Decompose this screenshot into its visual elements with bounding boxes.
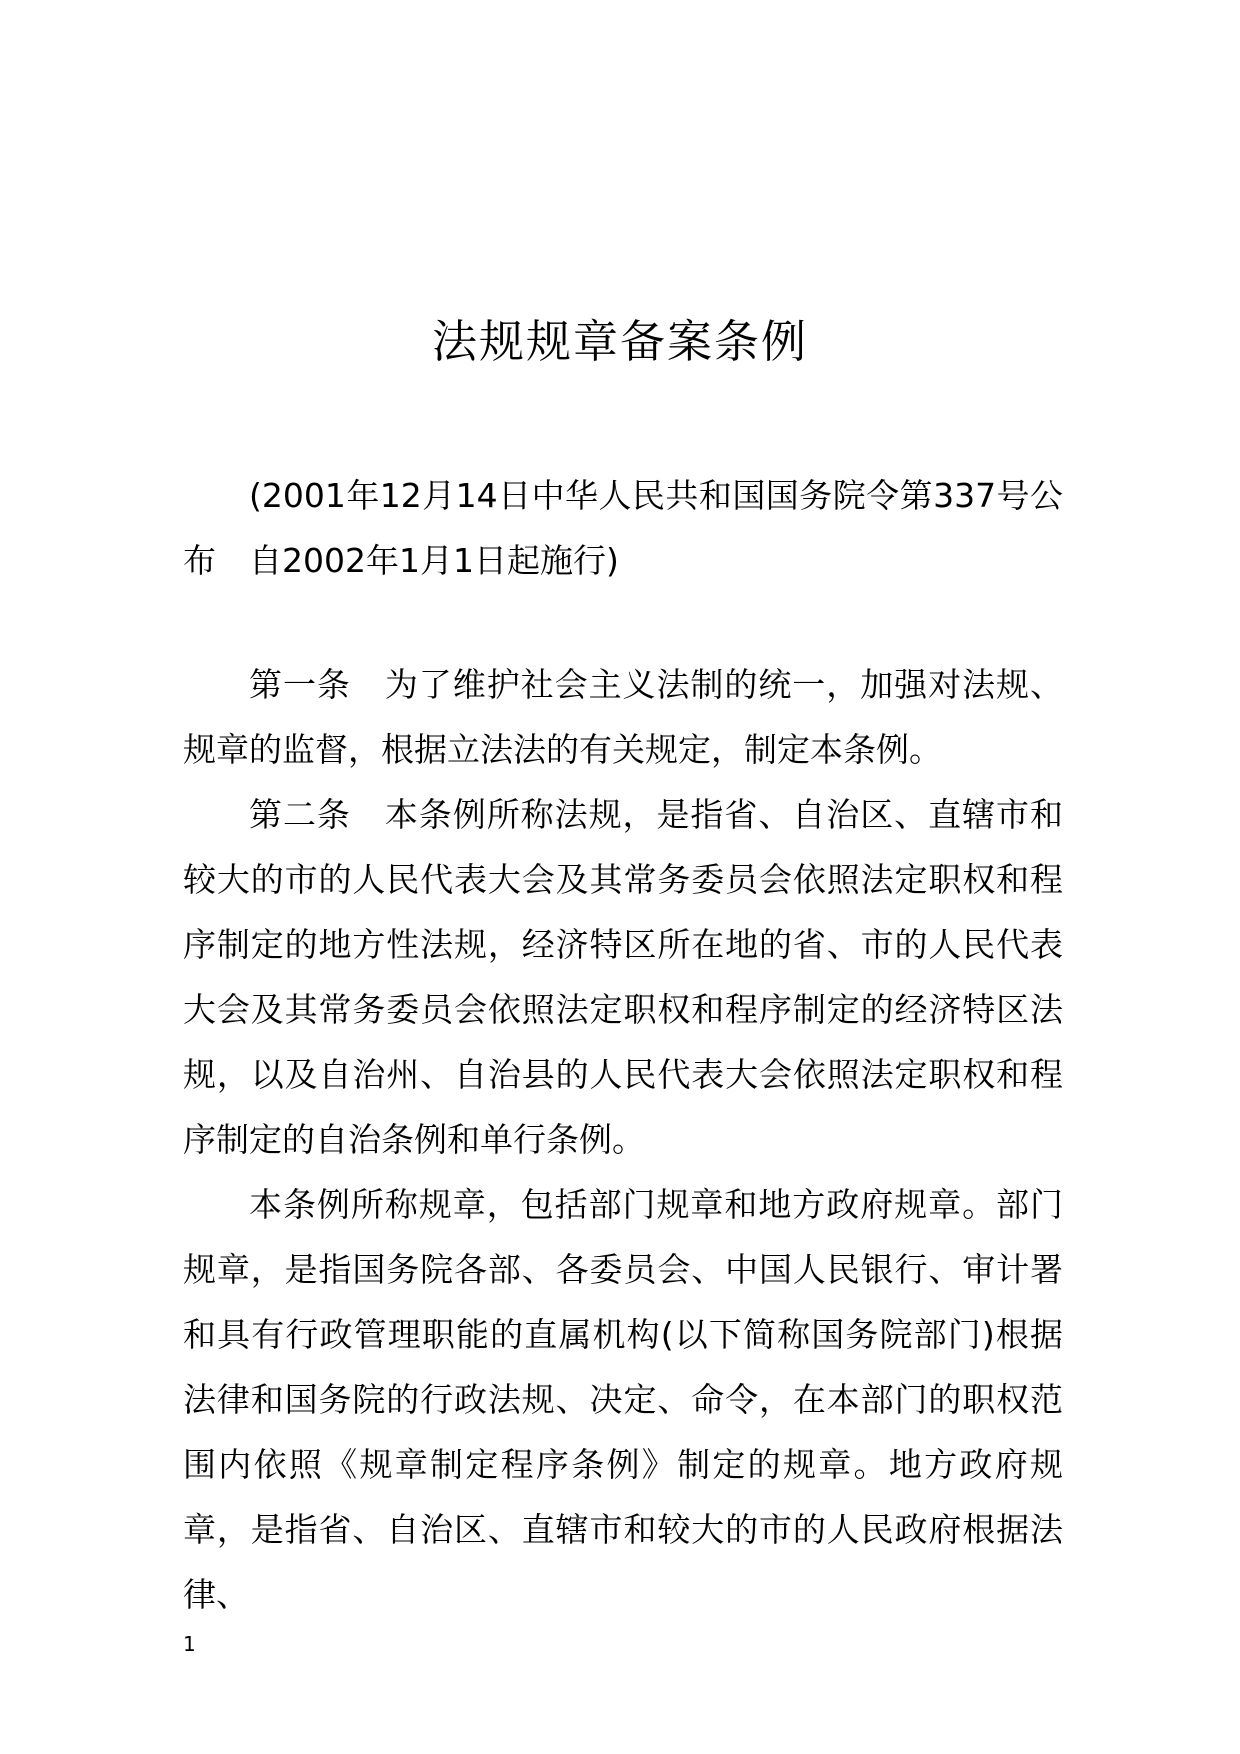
article-2-paragraph: 第二条 本条例所称法规，是指省、自治区、直辖市和较大的市的人民代表大会及其常务委员会依照法定职权和程序制定的地方性法规，经济特区所在地的省、市的人民代表大会及其常务委员会依照法定职权和程序制定的经济特区法规，以及自治州、自治县的人民代表大会依照法定职权和程序制定的自治条例和单行条例。 xyxy=(183,795,1063,1159)
document-title: 法规规章备案条例 xyxy=(431,315,808,368)
article-2-rules-paragraph: 本条例所称规章，包括部门规章和地方政府规章。部门规章，是指国务院各部、各委员会、中国人民银行、审计署和具有行政管理职能的直属机构(以下简称国务院部门)根据法律和国务院的行政法规、决定、命令，在本部门的职权范围内依照《规章制定程序条例》制定的规章。地方政府规章，是指省、自治区、直辖市和较大的市的人民政府根据法律、 xyxy=(183,1185,1063,1614)
page-number: 1 xyxy=(183,1632,196,1656)
article-1-paragraph: 第一条 为了维护社会主义法制的统一，加强对法规、规章的监督，根据立法法的有关规定，制定本条例。 xyxy=(183,665,1063,769)
promulgation-note: (2001年12月14日中华人民共和国国务院令第337号公布 自2002年1月1日起施行) xyxy=(183,476,1063,580)
